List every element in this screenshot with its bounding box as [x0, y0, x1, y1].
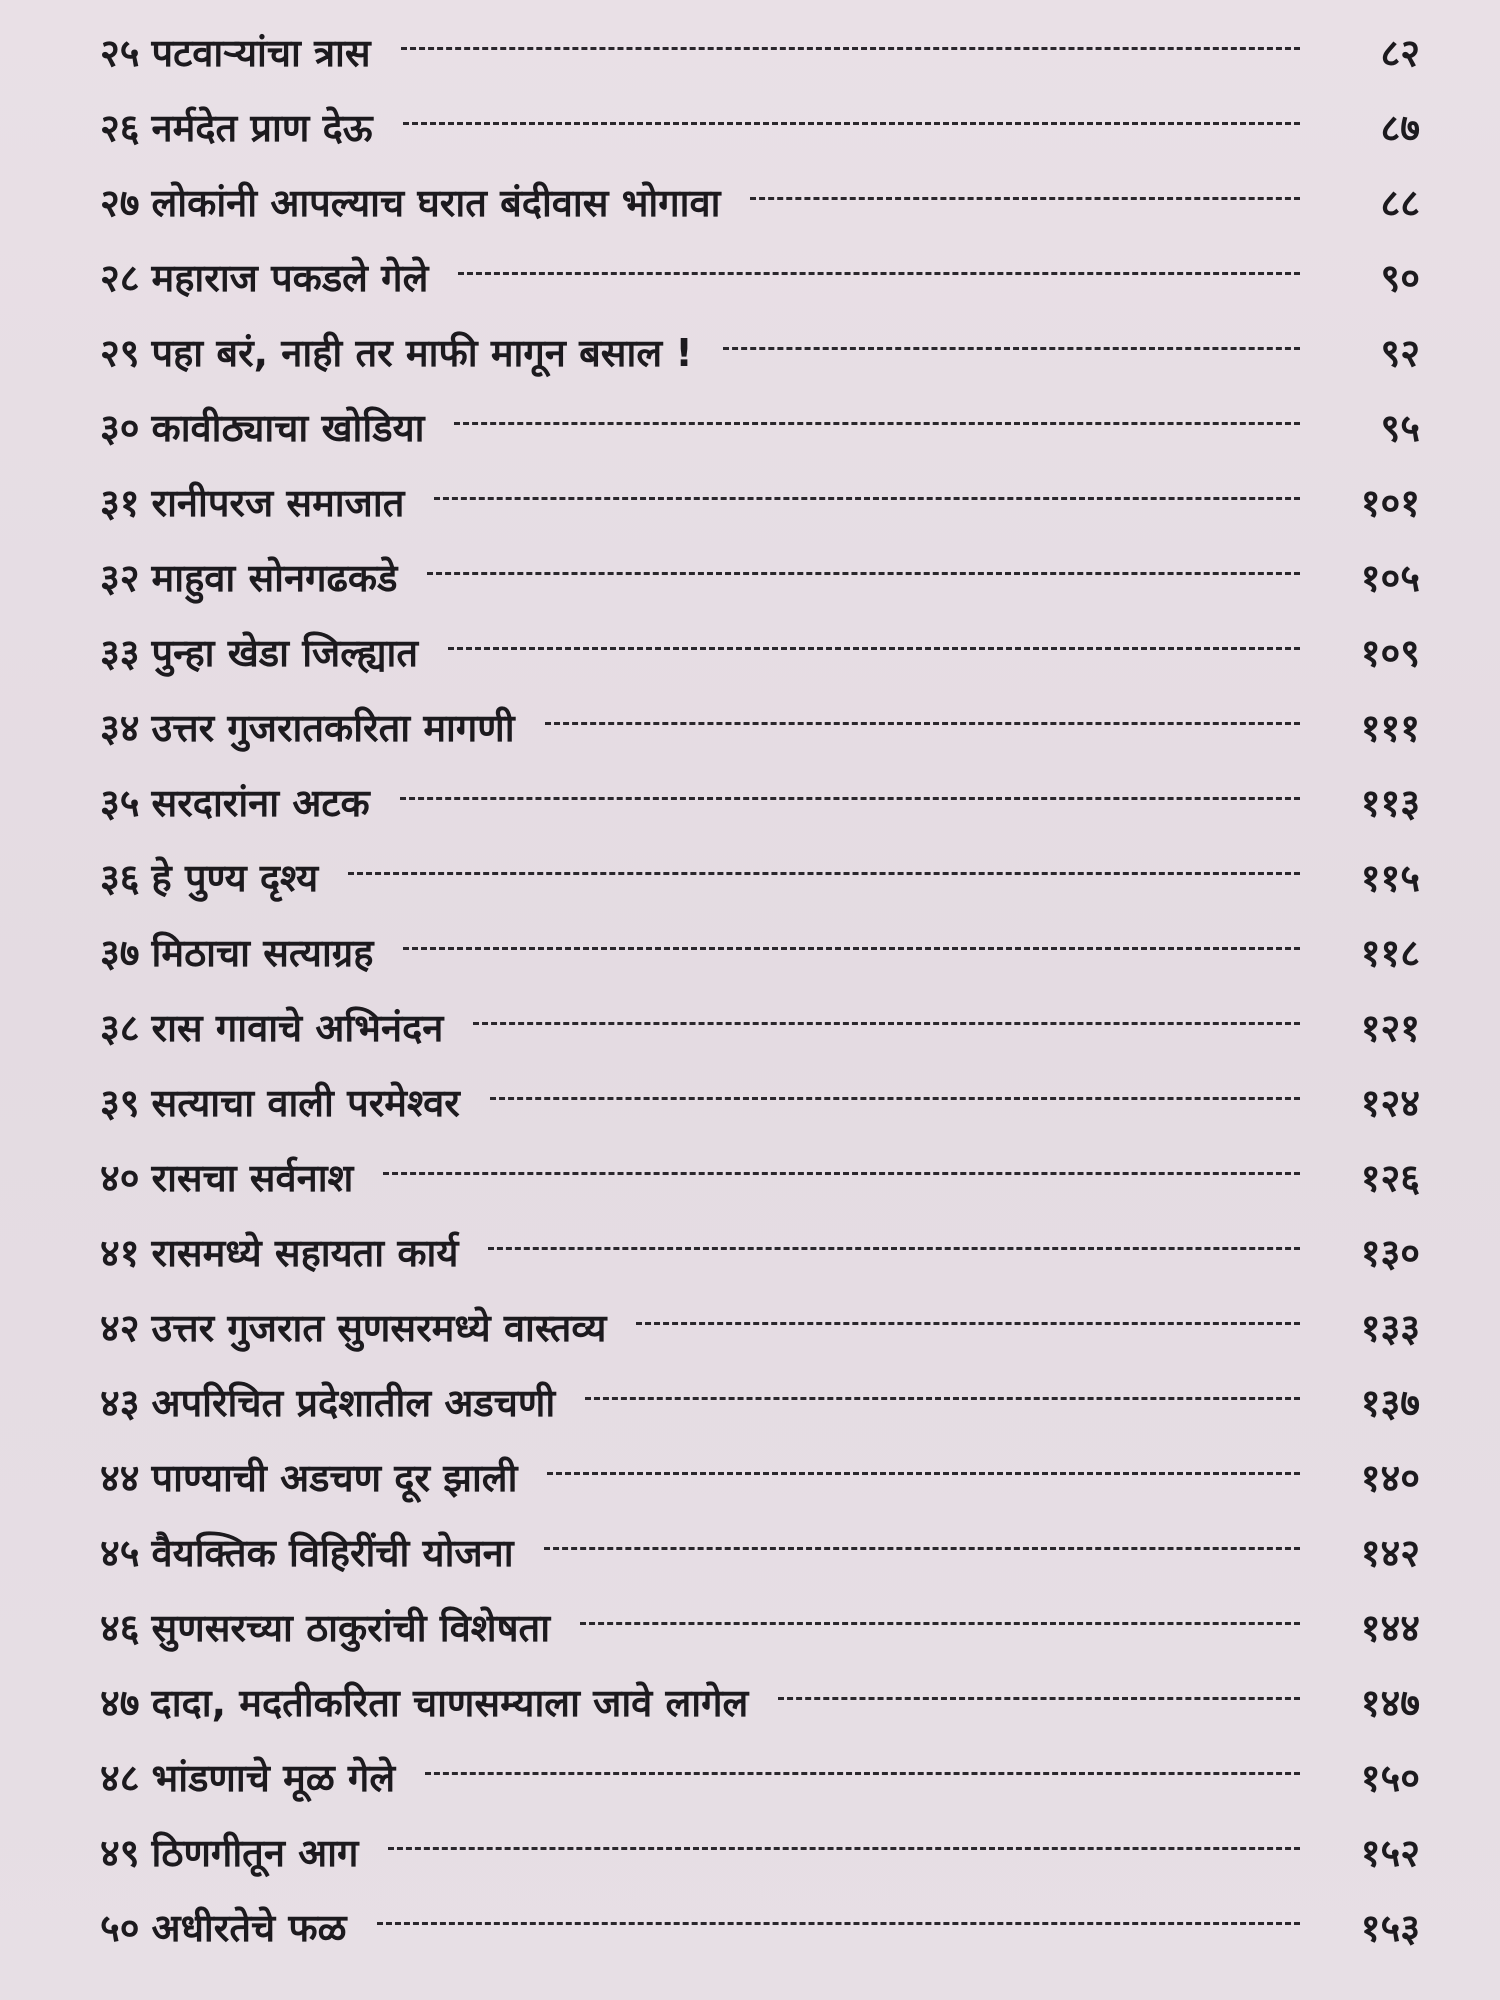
toc-entry — [100, 997, 1420, 1057]
toc-entry-title: कावीठ्याचा खोडिया — [151, 406, 425, 450]
toc-entry-title: पहा बरं, नाही तर माफी मागून बसाल ! — [151, 331, 693, 375]
toc-entry-number: ४० — [100, 1156, 140, 1200]
toc-entry-number: ५० — [100, 1906, 140, 1950]
toc-leader-dashes — [383, 1172, 1300, 1175]
toc-entry-page: ९२ — [1380, 331, 1420, 375]
toc-entry-number: ४६ — [100, 1606, 140, 1650]
toc-entry-page: १०१ — [1360, 481, 1420, 525]
toc-entry-title: रानीपरज समाजात — [151, 481, 405, 525]
toc-entry-number: ३३ — [100, 631, 140, 675]
toc-entry-title: नर्मदेत प्राण देऊ — [151, 106, 373, 150]
toc-entry-page: १२६ — [1360, 1156, 1420, 1200]
toc-entry-title: महाराज पकडले गेले — [151, 256, 429, 300]
toc-entry-number: ३८ — [100, 1006, 140, 1050]
toc-entry-number: ३० — [100, 406, 140, 450]
toc-leader-dashes — [544, 1547, 1300, 1550]
toc-entry-page: १४२ — [1360, 1531, 1420, 1575]
toc-entry-page: ९० — [1380, 256, 1420, 300]
toc-entry-page: १३३ — [1360, 1306, 1420, 1350]
toc-entry-number: ४४ — [100, 1456, 140, 1500]
toc-entry — [100, 247, 1420, 307]
toc-entry — [100, 472, 1420, 532]
toc-entry-page: १४० — [1360, 1456, 1420, 1500]
toc-entry — [100, 622, 1420, 682]
toc-entry — [100, 1522, 1420, 1582]
toc-leader-dashes — [750, 197, 1300, 200]
toc-entry-title: रासमध्ये सहायता कार्य — [151, 1231, 459, 1275]
toc-leader-dashes — [425, 1772, 1300, 1775]
toc-entry-page: ८७ — [1380, 106, 1420, 150]
toc-entry-number: २९ — [100, 331, 140, 375]
toc-entry-title: दादा, मदतीकरिता चाणसम्याला जावे लागेल — [151, 1681, 749, 1725]
toc-leader-dashes — [585, 1397, 1300, 1400]
toc-entry-number: ४८ — [100, 1756, 140, 1800]
toc-entry-title: लोकांनी आपल्याच घरात बंदीवास भोगावा — [151, 181, 721, 225]
toc-entry-page: १२४ — [1360, 1081, 1420, 1125]
toc-leader-dashes — [434, 497, 1300, 500]
toc-entry — [100, 1672, 1420, 1732]
toc-entry-page: १११ — [1360, 706, 1420, 750]
toc-entry-title: रासचा सर्वनाश — [151, 1156, 354, 1200]
toc-leader-dashes — [403, 947, 1300, 950]
toc-entry — [100, 1447, 1420, 1507]
toc-entry — [100, 1822, 1420, 1882]
toc-entry-number: ३७ — [100, 931, 140, 975]
toc-entry-page: ११३ — [1360, 781, 1420, 825]
toc-entry-number: ४१ — [100, 1231, 140, 1275]
toc-entry-page: १३७ — [1360, 1381, 1420, 1425]
toc-entry — [100, 1147, 1420, 1207]
toc-entry — [100, 397, 1420, 457]
toc-entry — [100, 1297, 1420, 1357]
toc-leader-dashes — [448, 647, 1300, 650]
toc-entry — [100, 1222, 1420, 1282]
toc-entry-number: ४२ — [100, 1306, 140, 1350]
toc-entry-number: २६ — [100, 106, 140, 150]
toc-leader-dashes — [580, 1622, 1300, 1625]
toc-leader-dashes — [778, 1697, 1300, 1700]
toc-entry — [100, 1072, 1420, 1132]
toc-leader-dashes — [547, 1472, 1300, 1475]
toc-entry-number: ४७ — [100, 1681, 140, 1725]
toc-entry-page: १३० — [1360, 1231, 1420, 1275]
toc-entry-title: सत्याचा वाली परमेश्वर — [151, 1081, 460, 1125]
toc-leader-dashes — [388, 1847, 1300, 1850]
toc-entry-title: अपरिचित प्रदेशातील अडचणी — [151, 1381, 556, 1425]
toc-entry-number: ३२ — [100, 556, 140, 600]
toc-leader-dashes — [458, 272, 1300, 275]
toc-leader-dashes — [490, 1097, 1300, 1100]
toc-entry-page: १०५ — [1360, 556, 1420, 600]
toc-entry-title: पुन्हा खेडा जिल्ह्यात — [151, 631, 419, 675]
toc-leader-dashes — [427, 572, 1300, 575]
toc-entry-number: ४५ — [100, 1531, 140, 1575]
toc-entry-page: १५३ — [1360, 1906, 1420, 1950]
toc-entry-title: रास गावाचे अभिनंदन — [151, 1006, 444, 1050]
toc-entry — [100, 922, 1420, 982]
toc-leader-dashes — [545, 722, 1300, 725]
toc-entry-title: पाण्याची अडचण दूर झाली — [151, 1456, 518, 1500]
toc-entry-title: सरदारांना अटक — [151, 781, 370, 825]
toc-entry-title: माहुवा सोनगढकडे — [151, 556, 398, 600]
toc-leader-dashes — [348, 872, 1300, 875]
toc-entry-page: १५० — [1360, 1756, 1420, 1800]
toc-entry-title: अधीरतेचे फळ — [151, 1906, 347, 1950]
toc-leader-dashes — [400, 797, 1300, 800]
toc-entry-page: १५२ — [1360, 1831, 1420, 1875]
toc-entry-number: ३९ — [100, 1081, 140, 1125]
toc-entry-number: ३४ — [100, 706, 140, 750]
toc-entry-number: ४९ — [100, 1831, 140, 1875]
toc-entry-title: वैयक्तिक विहिरींची योजना — [151, 1531, 514, 1575]
toc-entry-title: सुणसरच्या ठाकुरांची विशेषता — [151, 1606, 551, 1650]
toc-entry-title: मिठाचा सत्याग्रह — [151, 931, 374, 975]
toc-entry — [100, 172, 1420, 232]
toc-entry-page: १४४ — [1360, 1606, 1420, 1650]
toc-leader-dashes — [488, 1247, 1300, 1250]
toc-entry-number: ३६ — [100, 856, 140, 900]
toc-entry-title: भांडणाचे मूळ गेले — [151, 1756, 396, 1800]
toc-entry-number: २५ — [100, 31, 140, 75]
toc-leader-dashes — [377, 1922, 1300, 1925]
toc-leader-dashes — [636, 1322, 1300, 1325]
toc-leader-dashes — [473, 1022, 1300, 1025]
toc-entry-title: ठिणगीतून आग — [151, 1831, 359, 1875]
toc-entry-number: २८ — [100, 256, 140, 300]
toc-entry — [100, 1747, 1420, 1807]
toc-entry — [100, 697, 1420, 757]
toc-entry — [100, 1897, 1420, 1957]
toc-entry — [100, 1597, 1420, 1657]
toc-entry-page: ८८ — [1380, 181, 1420, 225]
toc-leader-dashes — [454, 422, 1300, 425]
toc-entry-page: १२१ — [1360, 1006, 1420, 1050]
toc-entry-title: उत्तर गुजरात सुणसरमध्ये वास्तव्य — [151, 1306, 607, 1350]
toc-entry-number: २७ — [100, 181, 140, 225]
toc-entry-number: ३१ — [100, 481, 140, 525]
toc-entry-title: पटवाऱ्यांचा त्रास — [151, 31, 371, 75]
toc-leader-dashes — [403, 122, 1300, 125]
toc-leader-dashes — [723, 347, 1300, 350]
toc-entry-page: ११५ — [1360, 856, 1420, 900]
toc-entry — [100, 772, 1420, 832]
toc-entry-title: हे पुण्य दृश्य — [151, 856, 319, 900]
toc-entry — [100, 322, 1420, 382]
toc-entry-page: ९५ — [1380, 406, 1420, 450]
toc-entry — [100, 97, 1420, 157]
toc-entry-page: ११८ — [1360, 931, 1420, 975]
toc-entry-page: १४७ — [1360, 1681, 1420, 1725]
toc-entry-number: ४३ — [100, 1381, 140, 1425]
toc-entry — [100, 547, 1420, 607]
toc-entry-page: ८२ — [1380, 31, 1420, 75]
toc-entry — [100, 847, 1420, 907]
toc-entry-number: ३५ — [100, 781, 140, 825]
toc-entry — [100, 1372, 1420, 1432]
toc-entry-page: १०९ — [1360, 631, 1420, 675]
toc-leader-dashes — [401, 47, 1300, 50]
toc-entry — [100, 22, 1420, 82]
toc-entry-title: उत्तर गुजरातकरिता मागणी — [151, 706, 515, 750]
